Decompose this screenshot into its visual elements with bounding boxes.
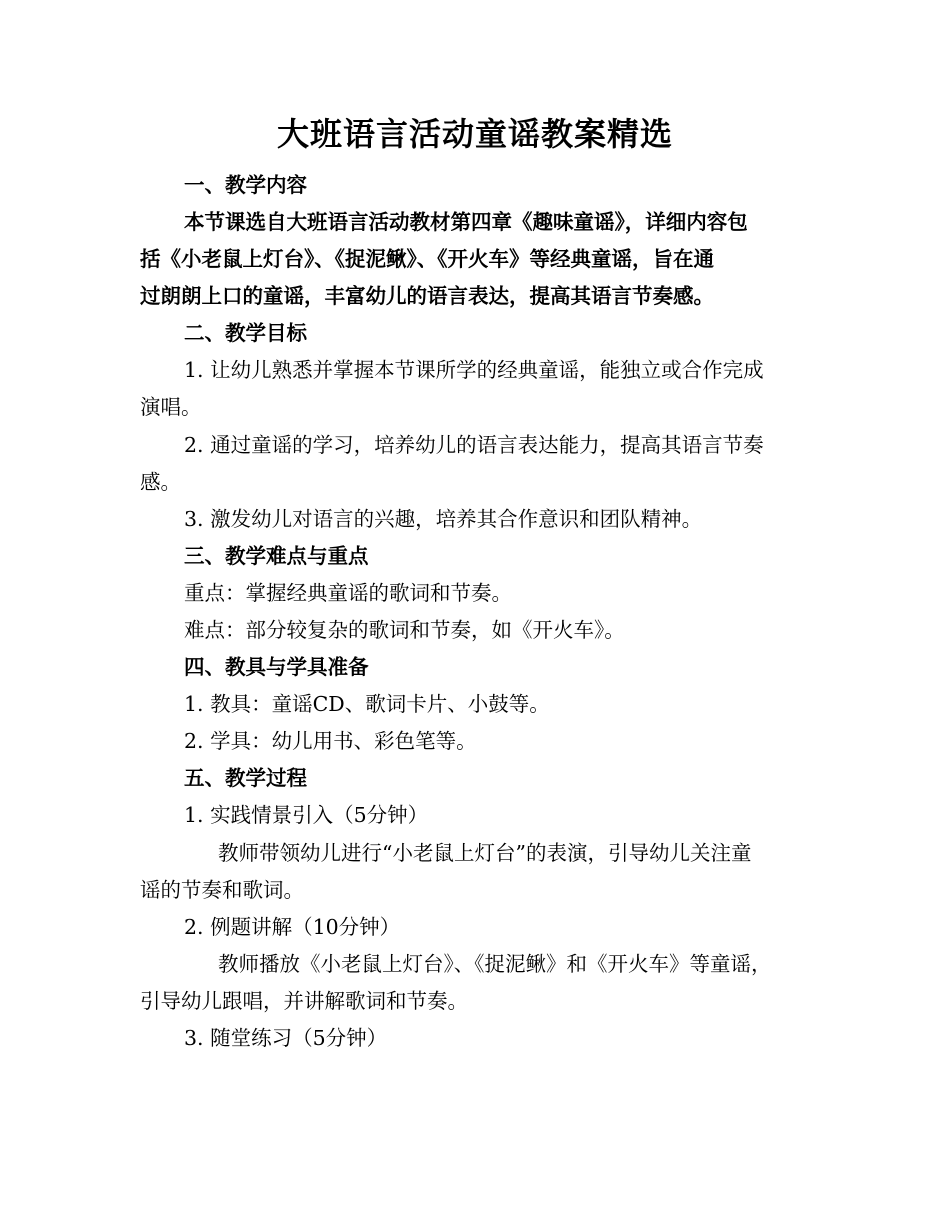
section-heading-content: 一、教学内容 — [184, 173, 307, 197]
goal-item-1: 1. 让幼儿熟悉并掌握本节课所学的经典童谣，能独立或合作完成 — [184, 358, 764, 382]
goal-item-2: 2. 通过童谣的学习，培养幼儿的语言表达能力，提高其语言节奏 — [184, 433, 764, 457]
process-step-2-desc: 教师播放《小老鼠上灯台》、《捉泥鳅》和《开火车》等童谣， — [218, 952, 772, 976]
process-step-1-desc: 教师带领幼儿进行“小老鼠上灯台”的表演，引导幼儿关注童 — [218, 841, 752, 865]
process-step-2: 2. 例题讲解（10分钟） — [184, 915, 401, 939]
process-step-2-desc-cont: 引导幼儿跟唱，并讲解歌词和节奏。 — [140, 989, 468, 1013]
materials-item-1: 1. 教具：童谣CD、歌词卡片、小鼓等。 — [184, 692, 550, 716]
section-heading-materials: 四、教具与学具准备 — [184, 655, 369, 679]
goal-item-3: 3. 激发幼儿对语言的兴趣，培养其合作意识和团队精神。 — [184, 507, 703, 531]
content-paragraph-line-1: 本节课选自大班语言活动教材第四章《趣味童谣》，详细内容包 — [184, 210, 748, 234]
goal-item-2-cont: 感。 — [140, 470, 181, 494]
process-step-3: 3. 随堂练习（5分钟） — [184, 1026, 388, 1050]
keypoint-focus: 重点：掌握经典童谣的歌词和节奏。 — [184, 581, 512, 605]
section-heading-process: 五、教学过程 — [184, 766, 307, 790]
goal-item-1-cont: 演唱。 — [140, 395, 202, 419]
content-paragraph-line-2: 括《小老鼠上灯台》、《捉泥鳅》、《开火车》等经典童谣，旨在通 — [140, 247, 714, 271]
section-heading-goals: 二、教学目标 — [184, 321, 307, 345]
keypoint-difficulty: 难点：部分较复杂的歌词和节奏，如《开火车》。 — [184, 618, 625, 642]
process-step-1: 1. 实践情景引入（5分钟） — [184, 803, 429, 827]
process-step-1-desc-cont: 谣的节奏和歌词。 — [140, 878, 304, 902]
section-heading-keypoints: 三、教学难点与重点 — [184, 544, 369, 568]
content-paragraph-line-3: 过朗朗上口的童谣，丰富幼儿的语言表达，提高其语言节奏感。 — [140, 284, 714, 308]
materials-item-2: 2. 学具：幼儿用书、彩色笔等。 — [184, 729, 477, 753]
page-title: 大班语言活动童谣教案精选 — [276, 115, 673, 153]
